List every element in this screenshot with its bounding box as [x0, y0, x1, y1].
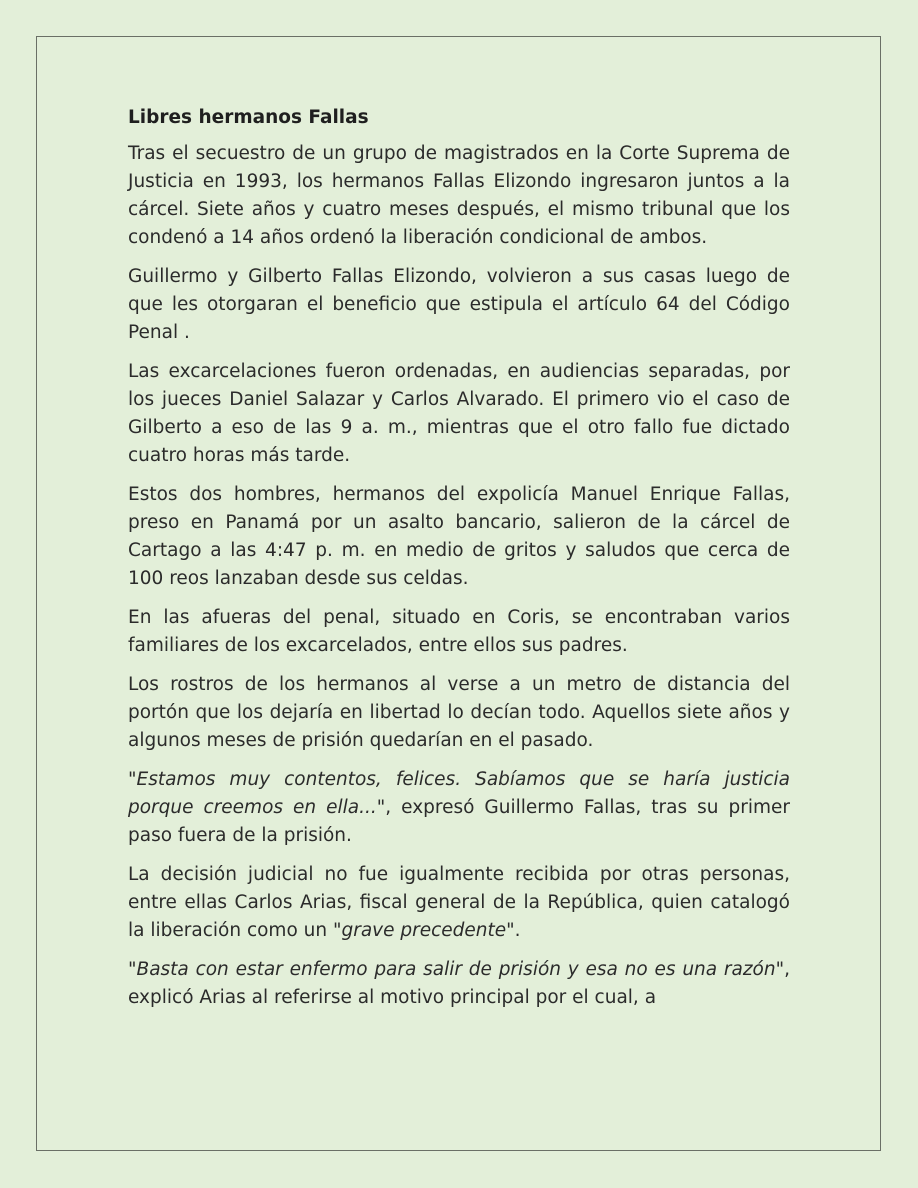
paragraph-1: Tras el secuestro de un grupo de magistrados en la Corte Suprema de Justicia en 1993, los hermanos Fallas Elizondo ingresaron juntos a la cárcel. Siete años y cuatro meses después, el mismo tribunal que los condenó a 14 años ordenó la liberación condicional de ambos. [128, 143, 790, 248]
article-body [128, 104, 790, 1023]
paragraph-8 [128, 861, 790, 945]
quote-mark: " [128, 769, 137, 790]
paragraph-4: Estos dos hombres, hermanos del expolicía Manuel Enrique Fallas, preso en Panamá por un asalto bancario, salieron de la cárcel de Cartago a las 4:47 p. m. en medio de gritos y saludos que cerca de 100 reos lanzaban desde sus celdas. [128, 484, 790, 589]
quote-italic: Estamos muy contentos, felices. Sabíamos que se haría justicia porque creemos en ella... [128, 769, 790, 818]
quote-italic: Basta con estar enfermo para salir de prisión y esa no es una razón [136, 959, 776, 980]
paragraph-5: En las afueras del penal, situado en Coris, se encontraban varios familiares de los excarcelados, entre ellos sus padres. [128, 607, 790, 656]
paragraph-6: Los rostros de los hermanos al verse a un metro de distancia del portón que los dejaría en libertad lo decían todo. Aquellos siete años y algunos meses de prisión quedarían en el pasado. [128, 674, 790, 751]
paragraph-9-rest: ", explicó Arias al referirse al motivo principal por el cual, a [128, 959, 790, 1008]
paragraph-7-rest: ", expresó Guillermo Fallas, tras su primer paso fuera de la prisión. [128, 797, 790, 846]
paragraph-3: Las excarcelaciones fueron ordenadas, en audiencias separadas, por los jueces Daniel Salazar y Carlos Alvarado. El primero vio el caso de Gilberto a eso de las 9 a. m., mientras que el otro fallo fue dictado cuatro horas más tarde. [128, 361, 790, 466]
paragraph-2: Guillermo y Gilberto Fallas Elizondo, volvieron a sus casas luego de que les otorgaran el beneficio que estipula el artículo 64 del Código Penal . [128, 266, 790, 343]
quote-mark: " [128, 959, 137, 980]
paragraph-8-italic: grave precedente [341, 920, 507, 941]
paragraph-8-end: ". [506, 920, 521, 941]
paragraph-9 [128, 956, 790, 1012]
paragraph-8-text: La decisión judicial no fue igualmente recibida por otras personas, entre ellas Carlos Arias, fiscal general de la República, quien catalogó la liberación como un " [128, 864, 790, 941]
paragraph-7 [128, 766, 790, 850]
article-title: Libres hermanos Fallas [128, 107, 369, 128]
